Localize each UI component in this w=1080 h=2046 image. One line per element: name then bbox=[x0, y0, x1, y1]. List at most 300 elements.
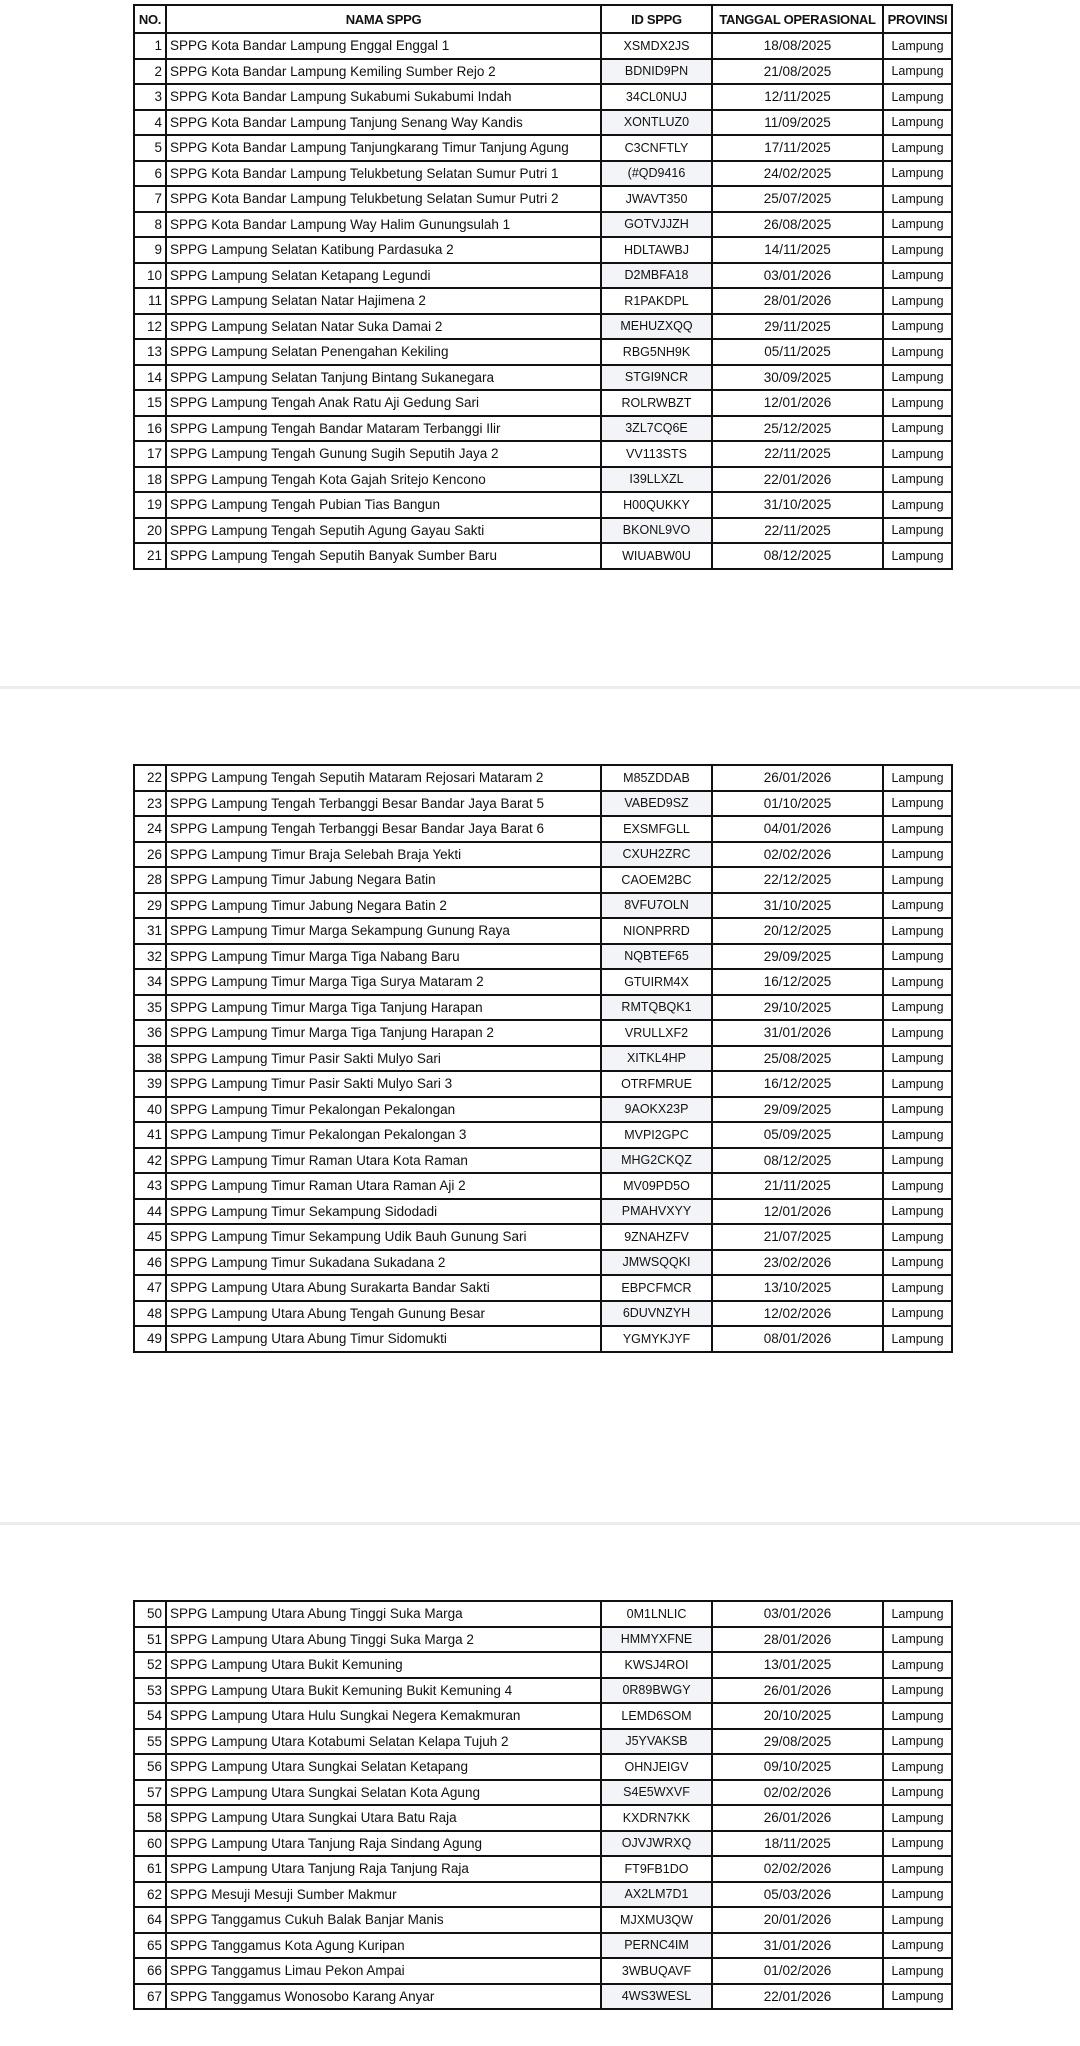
sppg-name: SPPG Lampung Timur Sukadana Sukadana 2 bbox=[166, 1250, 601, 1276]
table-row bbox=[134, 543, 952, 569]
sppg-name: SPPG Lampung Utara Tanjung Raja Tanjung Raja bbox=[166, 1856, 601, 1882]
table-row bbox=[134, 110, 952, 136]
table-row bbox=[134, 1326, 952, 1352]
sppg-name: SPPG Lampung Timur Marga Sekampung Gunung Raya bbox=[166, 918, 601, 944]
province: Lampung bbox=[883, 1882, 952, 1908]
sppg-id: XONTLUZ0 bbox=[601, 110, 712, 136]
operational-date: 08/12/2025 bbox=[712, 1148, 883, 1174]
province: Lampung bbox=[883, 135, 952, 161]
operational-date: 29/08/2025 bbox=[712, 1729, 883, 1755]
province: Lampung bbox=[883, 314, 952, 340]
row-number: 52 bbox=[134, 1652, 166, 1678]
table-row bbox=[134, 237, 952, 263]
sppg-name: SPPG Lampung Timur Sekampung Udik Bauh Gunung Sari bbox=[166, 1224, 601, 1250]
table-row bbox=[134, 1805, 952, 1831]
operational-date: 22/11/2025 bbox=[712, 518, 883, 544]
table-row bbox=[134, 288, 952, 314]
row-number: 56 bbox=[134, 1754, 166, 1780]
sppg-id: XSMDX2JS bbox=[601, 33, 712, 59]
operational-date: 28/01/2026 bbox=[712, 288, 883, 314]
table-row bbox=[134, 1122, 952, 1148]
operational-date: 08/01/2026 bbox=[712, 1326, 883, 1352]
sppg-id: KWSJ4ROI bbox=[601, 1652, 712, 1678]
province: Lampung bbox=[883, 918, 952, 944]
province: Lampung bbox=[883, 390, 952, 416]
table-row bbox=[134, 1831, 952, 1857]
sppg-name: SPPG Lampung Utara Abung Surakarta Bandar Sakti bbox=[166, 1275, 601, 1301]
sppg-name: SPPG Lampung Utara Sungkai Utara Batu Raja bbox=[166, 1805, 601, 1831]
sppg-id: GOTVJJZH bbox=[601, 212, 712, 238]
row-number: 5 bbox=[134, 135, 166, 161]
row-number: 40 bbox=[134, 1097, 166, 1123]
row-number: 41 bbox=[134, 1122, 166, 1148]
sppg-id: 6DUVNZYH bbox=[601, 1301, 712, 1327]
operational-date: 18/11/2025 bbox=[712, 1831, 883, 1857]
row-number: 48 bbox=[134, 1301, 166, 1327]
row-number: 46 bbox=[134, 1250, 166, 1276]
operational-date: 16/12/2025 bbox=[712, 969, 883, 995]
sppg-id: RBG5NH9K bbox=[601, 339, 712, 365]
sppg-id: OTRFMRUE bbox=[601, 1071, 712, 1097]
sppg-table-page-3 bbox=[133, 1600, 953, 2010]
sppg-name: SPPG Lampung Utara Hulu Sungkai Negera Kemakmuran bbox=[166, 1703, 601, 1729]
sppg-id: MVPI2GPC bbox=[601, 1122, 712, 1148]
province: Lampung bbox=[883, 518, 952, 544]
operational-date: 14/11/2025 bbox=[712, 237, 883, 263]
operational-date: 02/02/2026 bbox=[712, 1856, 883, 1882]
province: Lampung bbox=[883, 365, 952, 391]
province: Lampung bbox=[883, 237, 952, 263]
province: Lampung bbox=[883, 867, 952, 893]
province: Lampung bbox=[883, 1729, 952, 1755]
province: Lampung bbox=[883, 1933, 952, 1959]
sppg-id: XITKL4HP bbox=[601, 1046, 712, 1072]
sppg-name: SPPG Lampung Tengah Kota Gajah Sritejo Kencono bbox=[166, 467, 601, 493]
row-number: 19 bbox=[134, 492, 166, 518]
row-number: 21 bbox=[134, 543, 166, 569]
sppg-id: HDLTAWBJ bbox=[601, 237, 712, 263]
sppg-id: YGMYKJYF bbox=[601, 1326, 712, 1352]
table-row bbox=[134, 1046, 952, 1072]
operational-date: 25/12/2025 bbox=[712, 416, 883, 442]
sppg-id: NIONPRRD bbox=[601, 918, 712, 944]
row-number: 45 bbox=[134, 1224, 166, 1250]
row-number: 58 bbox=[134, 1805, 166, 1831]
province: Lampung bbox=[883, 110, 952, 136]
operational-date: 29/09/2025 bbox=[712, 1097, 883, 1123]
table-row bbox=[134, 1907, 952, 1933]
sppg-id: 9AOKX23P bbox=[601, 1097, 712, 1123]
table-row bbox=[134, 1601, 952, 1627]
row-number: 32 bbox=[134, 944, 166, 970]
header-date: TANGGAL OPERASIONAL bbox=[712, 5, 883, 33]
sppg-id: CAOEM2BC bbox=[601, 867, 712, 893]
table-row bbox=[134, 441, 952, 467]
operational-date: 12/01/2026 bbox=[712, 1199, 883, 1225]
sppg-id: BKONL9VO bbox=[601, 518, 712, 544]
sppg-id: 3ZL7CQ6E bbox=[601, 416, 712, 442]
province: Lampung bbox=[883, 1805, 952, 1831]
sppg-name: SPPG Lampung Utara Abung Tengah Gunung Besar bbox=[166, 1301, 601, 1327]
sppg-id: AX2LM7D1 bbox=[601, 1882, 712, 1908]
row-number: 49 bbox=[134, 1326, 166, 1352]
operational-date: 20/10/2025 bbox=[712, 1703, 883, 1729]
province: Lampung bbox=[883, 1703, 952, 1729]
province: Lampung bbox=[883, 1856, 952, 1882]
sppg-name: SPPG Lampung Utara Sungkai Selatan Kota Agung bbox=[166, 1780, 601, 1806]
table-row bbox=[134, 1703, 952, 1729]
row-number: 36 bbox=[134, 1020, 166, 1046]
table-row bbox=[134, 1173, 952, 1199]
table-row bbox=[134, 467, 952, 493]
sppg-id: (#QD9416 bbox=[601, 161, 712, 187]
sppg-name: SPPG Lampung Tengah Gunung Sugih Seputih Jaya 2 bbox=[166, 441, 601, 467]
province: Lampung bbox=[883, 1326, 952, 1352]
operational-date: 20/12/2025 bbox=[712, 918, 883, 944]
sppg-name: SPPG Lampung Utara Kotabumi Selatan Kelapa Tujuh 2 bbox=[166, 1729, 601, 1755]
sppg-id: ROLRWBZT bbox=[601, 390, 712, 416]
row-number: 60 bbox=[134, 1831, 166, 1857]
operational-date: 05/11/2025 bbox=[712, 339, 883, 365]
province: Lampung bbox=[883, 791, 952, 817]
sppg-name: SPPG Mesuji Mesuji Sumber Makmur bbox=[166, 1882, 601, 1908]
province: Lampung bbox=[883, 441, 952, 467]
row-number: 44 bbox=[134, 1199, 166, 1225]
province: Lampung bbox=[883, 1907, 952, 1933]
sppg-name: SPPG Lampung Tengah Terbanggi Besar Bandar Jaya Barat 5 bbox=[166, 791, 601, 817]
table-row bbox=[134, 1780, 952, 1806]
table-row bbox=[134, 492, 952, 518]
operational-date: 20/01/2026 bbox=[712, 1907, 883, 1933]
table-row bbox=[134, 1301, 952, 1327]
sppg-name: SPPG Kota Bandar Lampung Sukabumi Sukabumi Indah bbox=[166, 84, 601, 110]
row-number: 43 bbox=[134, 1173, 166, 1199]
table-row bbox=[134, 867, 952, 893]
row-number: 13 bbox=[134, 339, 166, 365]
row-number: 7 bbox=[134, 186, 166, 212]
operational-date: 29/10/2025 bbox=[712, 995, 883, 1021]
operational-date: 02/02/2026 bbox=[712, 1780, 883, 1806]
sppg-name: SPPG Lampung Selatan Penengahan Kekiling bbox=[166, 339, 601, 365]
operational-date: 12/02/2026 bbox=[712, 1301, 883, 1327]
province: Lampung bbox=[883, 1275, 952, 1301]
row-number: 54 bbox=[134, 1703, 166, 1729]
province: Lampung bbox=[883, 995, 952, 1021]
sppg-name: SPPG Lampung Timur Pasir Sakti Mulyo Sari 3 bbox=[166, 1071, 601, 1097]
province: Lampung bbox=[883, 1627, 952, 1653]
operational-date: 23/02/2026 bbox=[712, 1250, 883, 1276]
province: Lampung bbox=[883, 1046, 952, 1072]
row-number: 35 bbox=[134, 995, 166, 1021]
sppg-id: 4WS3WESL bbox=[601, 1984, 712, 2010]
header-province: PROVINSI bbox=[883, 5, 952, 33]
sppg-id: VV113STS bbox=[601, 441, 712, 467]
table-row bbox=[134, 390, 952, 416]
sppg-name: SPPG Kota Bandar Lampung Tanjungkarang Timur Tanjung Agung bbox=[166, 135, 601, 161]
sppg-id: VABED9SZ bbox=[601, 791, 712, 817]
sppg-name: SPPG Kota Bandar Lampung Way Halim Gunungsulah 1 bbox=[166, 212, 601, 238]
sppg-name: SPPG Lampung Timur Pekalongan Pekalongan bbox=[166, 1097, 601, 1123]
province: Lampung bbox=[883, 59, 952, 85]
sppg-id: 34CL0NUJ bbox=[601, 84, 712, 110]
sppg-id: FT9FB1DO bbox=[601, 1856, 712, 1882]
province: Lampung bbox=[883, 492, 952, 518]
province: Lampung bbox=[883, 944, 952, 970]
page-divider bbox=[0, 686, 1080, 689]
header-id: ID SPPG bbox=[601, 5, 712, 33]
row-number: 1 bbox=[134, 33, 166, 59]
operational-date: 21/07/2025 bbox=[712, 1224, 883, 1250]
operational-date: 16/12/2025 bbox=[712, 1071, 883, 1097]
sppg-id: JMWSQQKI bbox=[601, 1250, 712, 1276]
operational-date: 29/09/2025 bbox=[712, 944, 883, 970]
table-row bbox=[134, 1933, 952, 1959]
province: Lampung bbox=[883, 1678, 952, 1704]
operational-date: 26/01/2026 bbox=[712, 765, 883, 791]
operational-date: 25/08/2025 bbox=[712, 1046, 883, 1072]
sppg-name: SPPG Lampung Timur Jabung Negara Batin bbox=[166, 867, 601, 893]
province: Lampung bbox=[883, 288, 952, 314]
table-row bbox=[134, 791, 952, 817]
sppg-name: SPPG Lampung Timur Sekampung Sidodadi bbox=[166, 1199, 601, 1225]
sppg-id: 9ZNAHZFV bbox=[601, 1224, 712, 1250]
operational-date: 03/01/2026 bbox=[712, 1601, 883, 1627]
sppg-id: MV09PD5O bbox=[601, 1173, 712, 1199]
sppg-id: OHNJEIGV bbox=[601, 1754, 712, 1780]
row-number: 26 bbox=[134, 842, 166, 868]
table-row bbox=[134, 1250, 952, 1276]
sppg-table-page-1 bbox=[133, 4, 953, 570]
row-number: 31 bbox=[134, 918, 166, 944]
table-row bbox=[134, 995, 952, 1021]
province: Lampung bbox=[883, 263, 952, 289]
table-row bbox=[134, 816, 952, 842]
sppg-name: SPPG Lampung Utara Bukit Kemuning bbox=[166, 1652, 601, 1678]
row-number: 20 bbox=[134, 518, 166, 544]
operational-date: 12/11/2025 bbox=[712, 84, 883, 110]
sppg-id: OJVJWRXQ bbox=[601, 1831, 712, 1857]
sppg-name: SPPG Lampung Selatan Katibung Pardasuka 2 bbox=[166, 237, 601, 263]
sppg-id: BDNID9PN bbox=[601, 59, 712, 85]
province: Lampung bbox=[883, 1173, 952, 1199]
sppg-id: VRULLXF2 bbox=[601, 1020, 712, 1046]
province: Lampung bbox=[883, 1250, 952, 1276]
operational-date: 22/11/2025 bbox=[712, 441, 883, 467]
operational-date: 29/11/2025 bbox=[712, 314, 883, 340]
sppg-id: MHG2CKQZ bbox=[601, 1148, 712, 1174]
sppg-id: PMAHVXYY bbox=[601, 1199, 712, 1225]
sppg-id: MJXMU3QW bbox=[601, 1907, 712, 1933]
table-row bbox=[134, 1754, 952, 1780]
row-number: 57 bbox=[134, 1780, 166, 1806]
table-row bbox=[134, 59, 952, 85]
operational-date: 17/11/2025 bbox=[712, 135, 883, 161]
operational-date: 26/01/2026 bbox=[712, 1678, 883, 1704]
sppg-id: D2MBFA18 bbox=[601, 263, 712, 289]
sppg-id: EXSMFGLL bbox=[601, 816, 712, 842]
sppg-id: PERNC4IM bbox=[601, 1933, 712, 1959]
table-row bbox=[134, 314, 952, 340]
province: Lampung bbox=[883, 212, 952, 238]
row-number: 12 bbox=[134, 314, 166, 340]
operational-date: 31/01/2026 bbox=[712, 1933, 883, 1959]
province: Lampung bbox=[883, 1652, 952, 1678]
sppg-name: SPPG Kota Bandar Lampung Enggal Enggal 1 bbox=[166, 33, 601, 59]
province: Lampung bbox=[883, 1958, 952, 1984]
table-row bbox=[134, 1148, 952, 1174]
operational-date: 24/02/2025 bbox=[712, 161, 883, 187]
operational-date: 08/12/2025 bbox=[712, 543, 883, 569]
sppg-id: CXUH2ZRC bbox=[601, 842, 712, 868]
province: Lampung bbox=[883, 1097, 952, 1123]
sppg-name: SPPG Lampung Timur Marga Tiga Tanjung Harapan bbox=[166, 995, 601, 1021]
province: Lampung bbox=[883, 1754, 952, 1780]
province: Lampung bbox=[883, 1148, 952, 1174]
sppg-name: SPPG Lampung Timur Pekalongan Pekalongan 3 bbox=[166, 1122, 601, 1148]
row-number: 29 bbox=[134, 893, 166, 919]
page-divider bbox=[0, 1522, 1080, 1525]
table-row bbox=[134, 339, 952, 365]
sppg-name: SPPG Kota Bandar Lampung Kemiling Sumber Rejo 2 bbox=[166, 59, 601, 85]
operational-date: 01/10/2025 bbox=[712, 791, 883, 817]
table-row bbox=[134, 212, 952, 238]
province: Lampung bbox=[883, 1071, 952, 1097]
row-number: 23 bbox=[134, 791, 166, 817]
table-row bbox=[134, 1678, 952, 1704]
sppg-name: SPPG Lampung Tengah Bandar Mataram Terbanggi Ilir bbox=[166, 416, 601, 442]
table-row bbox=[134, 263, 952, 289]
sppg-table-page-2 bbox=[133, 764, 953, 1353]
operational-date: 26/08/2025 bbox=[712, 212, 883, 238]
table-row bbox=[134, 1071, 952, 1097]
sppg-id: 8VFU7OLN bbox=[601, 893, 712, 919]
operational-date: 31/10/2025 bbox=[712, 492, 883, 518]
row-number: 18 bbox=[134, 467, 166, 493]
sppg-id: HMMYXFNE bbox=[601, 1627, 712, 1653]
table-row bbox=[134, 1729, 952, 1755]
table-row bbox=[134, 1627, 952, 1653]
sppg-name: SPPG Lampung Timur Pasir Sakti Mulyo Sari bbox=[166, 1046, 601, 1072]
table-row bbox=[134, 33, 952, 59]
operational-date: 26/01/2026 bbox=[712, 1805, 883, 1831]
operational-date: 25/07/2025 bbox=[712, 186, 883, 212]
sppg-id: MEHUZXQQ bbox=[601, 314, 712, 340]
row-number: 16 bbox=[134, 416, 166, 442]
sppg-id: 3WBUQAVF bbox=[601, 1958, 712, 1984]
operational-date: 05/09/2025 bbox=[712, 1122, 883, 1148]
sppg-name: SPPG Lampung Timur Raman Utara Kota Raman bbox=[166, 1148, 601, 1174]
table-row bbox=[134, 1199, 952, 1225]
sppg-id: J5YVAKSB bbox=[601, 1729, 712, 1755]
province: Lampung bbox=[883, 1122, 952, 1148]
operational-date: 01/02/2026 bbox=[712, 1958, 883, 1984]
row-number: 28 bbox=[134, 867, 166, 893]
sppg-name: SPPG Lampung Tengah Pubian Tias Bangun bbox=[166, 492, 601, 518]
province: Lampung bbox=[883, 339, 952, 365]
sppg-name: SPPG Kota Bandar Lampung Telukbetung Selatan Sumur Putri 1 bbox=[166, 161, 601, 187]
sppg-name: SPPG Lampung Timur Marga Tiga Surya Mataram 2 bbox=[166, 969, 601, 995]
province: Lampung bbox=[883, 1301, 952, 1327]
table-header-row bbox=[134, 5, 952, 33]
operational-date: 22/01/2026 bbox=[712, 467, 883, 493]
operational-date: 03/01/2026 bbox=[712, 263, 883, 289]
sppg-name: SPPG Kota Bandar Lampung Telukbetung Selatan Sumur Putri 2 bbox=[166, 186, 601, 212]
row-number: 2 bbox=[134, 59, 166, 85]
sppg-name: SPPG Lampung Timur Braja Selebah Braja Yekti bbox=[166, 842, 601, 868]
row-number: 67 bbox=[134, 1984, 166, 2010]
sppg-id: KXDRN7KK bbox=[601, 1805, 712, 1831]
row-number: 53 bbox=[134, 1678, 166, 1704]
sppg-name: SPPG Lampung Tengah Seputih Agung Gayau Sakti bbox=[166, 518, 601, 544]
row-number: 64 bbox=[134, 1907, 166, 1933]
sppg-id: S4E5WXVF bbox=[601, 1780, 712, 1806]
province: Lampung bbox=[883, 84, 952, 110]
sppg-id: EBPCFMCR bbox=[601, 1275, 712, 1301]
operational-date: 12/01/2026 bbox=[712, 390, 883, 416]
sppg-name: SPPG Lampung Utara Abung Tinggi Suka Marga 2 bbox=[166, 1627, 601, 1653]
table-row bbox=[134, 135, 952, 161]
table-row bbox=[134, 1097, 952, 1123]
sppg-name: SPPG Lampung Selatan Tanjung Bintang Sukanegara bbox=[166, 365, 601, 391]
table-row bbox=[134, 84, 952, 110]
province: Lampung bbox=[883, 1199, 952, 1225]
sppg-id: M85ZDDAB bbox=[601, 765, 712, 791]
table-row bbox=[134, 1984, 952, 2010]
table-row bbox=[134, 1882, 952, 1908]
sppg-name: SPPG Tanggamus Limau Pekon Ampai bbox=[166, 1958, 601, 1984]
province: Lampung bbox=[883, 842, 952, 868]
table-row bbox=[134, 1856, 952, 1882]
operational-date: 18/08/2025 bbox=[712, 33, 883, 59]
table-row bbox=[134, 765, 952, 791]
province: Lampung bbox=[883, 161, 952, 187]
table-row bbox=[134, 969, 952, 995]
sppg-name: SPPG Lampung Timur Marga Tiga Nabang Baru bbox=[166, 944, 601, 970]
table-row bbox=[134, 944, 952, 970]
table-row bbox=[134, 518, 952, 544]
sppg-name: SPPG Tanggamus Cukuh Balak Banjar Manis bbox=[166, 1907, 601, 1933]
operational-date: 31/01/2026 bbox=[712, 1020, 883, 1046]
province: Lampung bbox=[883, 186, 952, 212]
sppg-name: SPPG Lampung Tengah Seputih Banyak Sumber Baru bbox=[166, 543, 601, 569]
sppg-id: LEMD6SOM bbox=[601, 1703, 712, 1729]
table-row bbox=[134, 365, 952, 391]
row-number: 62 bbox=[134, 1882, 166, 1908]
sppg-id: STGI9NCR bbox=[601, 365, 712, 391]
province: Lampung bbox=[883, 816, 952, 842]
sppg-name: SPPG Lampung Tengah Terbanggi Besar Bandar Jaya Barat 6 bbox=[166, 816, 601, 842]
sppg-name: SPPG Lampung Utara Abung Tinggi Suka Marga bbox=[166, 1601, 601, 1627]
row-number: 11 bbox=[134, 288, 166, 314]
table-row bbox=[134, 161, 952, 187]
province: Lampung bbox=[883, 1224, 952, 1250]
table-row bbox=[134, 1020, 952, 1046]
row-number: 6 bbox=[134, 161, 166, 187]
row-number: 66 bbox=[134, 1958, 166, 1984]
row-number: 14 bbox=[134, 365, 166, 391]
sppg-name: SPPG Tanggamus Wonosobo Karang Anyar bbox=[166, 1984, 601, 2010]
row-number: 3 bbox=[134, 84, 166, 110]
province: Lampung bbox=[883, 1831, 952, 1857]
sppg-id: JWAVT350 bbox=[601, 186, 712, 212]
operational-date: 22/12/2025 bbox=[712, 867, 883, 893]
sppg-id: WIUABW0U bbox=[601, 543, 712, 569]
sppg-name: SPPG Lampung Utara Abung Timur Sidomukti bbox=[166, 1326, 601, 1352]
province: Lampung bbox=[883, 33, 952, 59]
province: Lampung bbox=[883, 1601, 952, 1627]
row-number: 22 bbox=[134, 765, 166, 791]
sppg-name: SPPG Lampung Timur Marga Tiga Tanjung Harapan 2 bbox=[166, 1020, 601, 1046]
